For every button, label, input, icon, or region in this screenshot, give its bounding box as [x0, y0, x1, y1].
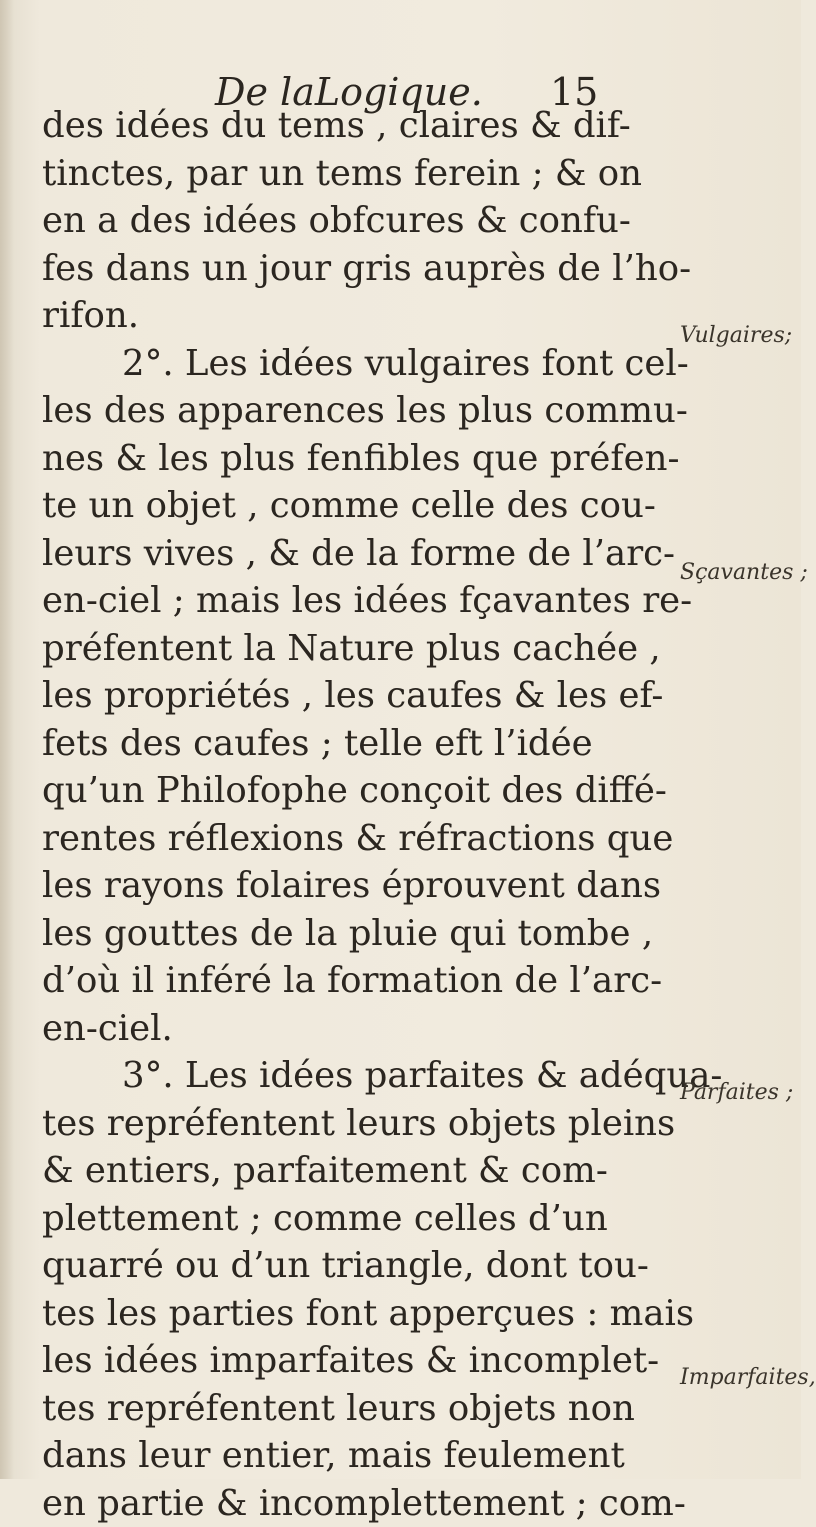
text-line: 2°. Les idées vulgaires font cel-	[42, 340, 682, 388]
text-line: en partie & incomplettement ; com-	[42, 1480, 682, 1527]
text-line: qu’un Philofophe conçoit des diffé-	[42, 767, 682, 815]
page-number: 15	[550, 70, 598, 114]
text-line: préfentent la Nature plus cachée ,	[42, 625, 682, 673]
margin-note-scavantes: Sçavantes ;	[680, 560, 808, 585]
text-line: nes & les plus fenfibles que préfen-	[42, 435, 682, 483]
text-line: en a des idées obfcures & confu-	[42, 197, 682, 245]
text-line: tes repréfentent leurs objets non	[42, 1385, 682, 1433]
text-line: leurs vives , & de la forme de l’arc-	[42, 530, 682, 578]
text-line: d’où il inféré la formation de l’arc-	[42, 957, 682, 1005]
text-line: & entiers, parfaitement & com-	[42, 1147, 682, 1195]
text-line: 3°. Les idées parfaites & adéqua-	[42, 1052, 682, 1100]
text-line: les gouttes de la pluie qui tombe ,	[42, 910, 682, 958]
header-title: De laLogique.	[215, 70, 483, 114]
margin-note-vulgaires: Vulgaires;	[680, 323, 792, 348]
page-edge-shadow	[0, 0, 14, 1479]
text-line: fets des caufes ; telle eft l’idée	[42, 720, 682, 768]
text-line: quarré ou d’un triangle, dont tou-	[42, 1242, 682, 1290]
text-line: te un objet , comme celle des cou-	[42, 482, 682, 530]
text-line: les idées imparfaites & incomplet-	[42, 1337, 682, 1385]
text-line: rentes réflexions & réfractions que	[42, 815, 682, 863]
text-line: rifon.	[42, 292, 682, 340]
text-line: tes les parties font apperçues : mais	[42, 1290, 682, 1338]
text-line: tinctes, par un tems ferein ; & on	[42, 150, 682, 198]
text-line: des idées du tems , claires & dif-	[42, 102, 682, 150]
text-line: en-ciel ; mais les idées fçavantes re-	[42, 577, 682, 625]
text-line: les propriétés , les caufes & les ef-	[42, 672, 682, 720]
margin-note-imparfaites: Imparfaites,	[680, 1365, 816, 1390]
text-line: en-ciel.	[42, 1005, 682, 1053]
text-line: fes dans un jour gris auprès de l’ho-	[42, 245, 682, 293]
body-text	[42, 102, 682, 1527]
text-line: les des apparences les plus commu-	[42, 387, 682, 435]
text-line: tes repréfentent leurs objets pleins	[42, 1100, 682, 1148]
margin-note-parfaites: Parfaites ;	[680, 1080, 793, 1105]
text-line: dans leur entier, mais feulement	[42, 1432, 682, 1480]
text-line: les rayons folaires éprouvent dans	[42, 862, 682, 910]
text-line: plettement ; comme celles d’un	[42, 1195, 682, 1243]
